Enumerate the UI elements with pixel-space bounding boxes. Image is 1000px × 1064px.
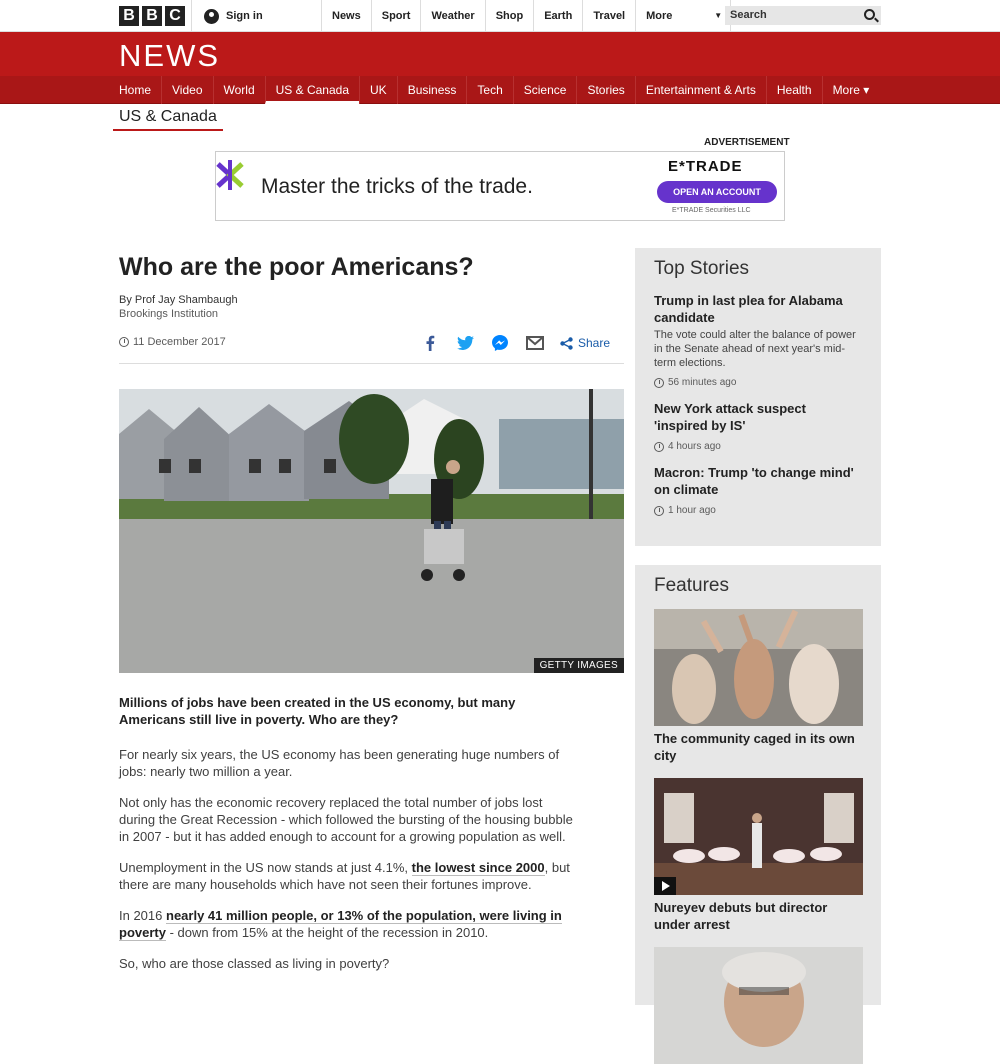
caret-down-icon: ▼ [714, 11, 723, 20]
logo-block-c: C [165, 6, 185, 26]
story-time [654, 505, 862, 516]
section-nav-business[interactable]: Business [397, 76, 467, 104]
global-nav-more-label: More [646, 10, 673, 22]
story-time [654, 377, 862, 388]
global-nav-shop[interactable]: Shop [485, 0, 534, 32]
top-stories-title: Top Stories [654, 258, 750, 279]
share-tools [420, 333, 610, 353]
news-banner [0, 32, 1000, 76]
section-nav [0, 76, 1000, 104]
story-time-text: 56 minutes ago [668, 377, 737, 388]
paragraph-text: In 2016 [119, 908, 166, 923]
paragraph: So, who are those classed as living in poverty? [119, 956, 390, 971]
paragraph [119, 907, 579, 941]
section-nav-tech[interactable]: Tech [466, 76, 512, 104]
article-body [119, 694, 579, 986]
clock-icon [654, 378, 664, 388]
woman-portrait-photo [654, 947, 863, 1064]
global-nav-more[interactable] [635, 0, 731, 32]
image-credit: GETTY IMAGES [534, 658, 624, 673]
etrade-advert[interactable] [215, 151, 785, 221]
clock-icon [654, 442, 664, 452]
feature-image[interactable] [654, 947, 863, 1064]
story-time [654, 441, 862, 452]
section-nav-world[interactable]: World [213, 76, 265, 104]
lowest-since-2000-link[interactable]: the lowest since 2000 [411, 860, 545, 875]
crowd-dancing-photo [654, 609, 863, 726]
ad-fine-print: E*TRADE Securities LLC [672, 207, 751, 214]
signin-link[interactable] [191, 0, 321, 32]
features-title: Features [654, 575, 729, 596]
article-lead: Millions of jobs have been created in the US economy, but many Americans still live in poverty. Who are they? [119, 695, 516, 727]
paragraph-text: Unemployment in the US now stands at just 4.1%, [119, 860, 412, 875]
logo-block-b1: B [119, 6, 139, 26]
search-icon[interactable] [864, 9, 875, 20]
section-nav-us-canada[interactable]: US & Canada [265, 76, 359, 104]
man-pulling-cart-photo [119, 389, 624, 673]
ad-brand: E*TRADE [668, 158, 743, 175]
section-title-underline [113, 129, 223, 131]
story-time-text: 1 hour ago [668, 505, 716, 516]
story-time-text: 4 hours ago [668, 441, 721, 452]
article-date [119, 336, 226, 348]
story-item[interactable] [654, 292, 862, 388]
section-nav-stories[interactable]: Stories [576, 76, 634, 104]
feature-headline[interactable]: Nureyev debuts but director under arrest [654, 900, 828, 932]
story-headline[interactable]: Trump in last plea for Alabama candidate [654, 293, 843, 325]
signin-label: Sign in [226, 10, 263, 22]
clock-icon [654, 506, 664, 516]
open-account-button[interactable]: OPEN AN ACCOUNT [657, 181, 777, 203]
features-panel [635, 565, 881, 1005]
feature-image[interactable] [654, 778, 863, 895]
user-avatar-icon [204, 9, 219, 24]
clock-icon [119, 337, 129, 347]
global-nav [321, 0, 731, 32]
feature-item[interactable] [654, 947, 862, 1064]
etrade-star-icon [216, 160, 250, 190]
facebook-icon[interactable] [420, 333, 440, 353]
poverty-figures-link[interactable]: nearly 41 million people, or 13% of the population, were living in poverty [119, 908, 562, 940]
messenger-icon[interactable] [490, 333, 510, 353]
section-title[interactable]: US & Canada [119, 108, 217, 125]
section-nav-uk[interactable]: UK [359, 76, 397, 104]
paragraph [119, 859, 579, 893]
feature-item[interactable] [654, 609, 862, 764]
section-nav-science[interactable]: Science [513, 76, 577, 104]
share-button[interactable] [560, 336, 610, 350]
paragraph-text: - down from 15% at the height of the recession in 2010. [165, 925, 489, 940]
paragraph-text: , but there are many households which have not seen their fortunes improve. [119, 860, 570, 892]
paragraph: For nearly six years, the US economy has been generating huge numbers of jobs: nearly two million a year. [119, 747, 560, 779]
feature-headline[interactable]: The community caged in its own city [654, 731, 855, 763]
article-date-text: 11 December 2017 [133, 336, 226, 348]
top-stories-panel [635, 248, 881, 546]
byline [119, 293, 238, 321]
global-nav-earth[interactable]: Earth [533, 0, 582, 32]
story-item[interactable] [654, 400, 862, 452]
paragraph: Not only has the economic recovery replaced the total number of jobs lost during the Great Recession - which followed the bursting of the housing bubble in 2007 - but it has added enough to account for a growing population as well. [119, 795, 573, 844]
share-icon [560, 337, 573, 350]
section-nav-video[interactable]: Video [161, 76, 212, 104]
ballet-dancers-photo [654, 778, 863, 895]
hero-image [119, 389, 624, 673]
share-label: Share [578, 336, 611, 350]
story-item[interactable] [654, 464, 862, 516]
divider [119, 363, 624, 364]
feature-item[interactable] [654, 778, 862, 933]
feature-image[interactable] [654, 609, 863, 726]
author-affiliation: Brookings Institution [119, 308, 219, 320]
global-nav-travel[interactable]: Travel [582, 0, 635, 32]
bbc-logo[interactable] [119, 6, 185, 26]
section-nav-entertainment-arts[interactable]: Entertainment & Arts [635, 76, 766, 104]
author-name: By Prof Jay Shambaugh [119, 294, 238, 306]
global-nav-sport[interactable]: Sport [371, 0, 421, 32]
logo-block-b2: B [142, 6, 162, 26]
section-nav-health[interactable]: Health [766, 76, 822, 104]
global-header [0, 0, 1000, 32]
twitter-icon[interactable] [455, 333, 475, 353]
article-title: Who are the poor Americans? [119, 253, 474, 281]
section-nav-more[interactable]: More ▾ [822, 76, 880, 104]
search-placeholder: Search [730, 9, 767, 21]
section-nav-home[interactable]: Home [119, 83, 152, 97]
global-nav-news[interactable]: News [321, 0, 371, 32]
search-input[interactable] [725, 6, 881, 25]
email-icon[interactable] [525, 333, 545, 353]
story-headline[interactable]: Macron: Trump 'to change mind' on climate [654, 465, 854, 497]
play-icon[interactable] [654, 877, 676, 895]
ad-label: ADVERTISEMENT [704, 137, 790, 148]
story-summary: The vote could alter the balance of power in the Senate ahead of next year's mid-term elections. [654, 329, 856, 369]
story-headline[interactable]: New York attack suspect 'inspired by IS' [654, 401, 806, 433]
global-nav-weather[interactable]: Weather [420, 0, 484, 32]
ad-headline: Master the tricks of the trade. [261, 175, 533, 198]
news-logo[interactable]: NEWS [119, 38, 220, 73]
